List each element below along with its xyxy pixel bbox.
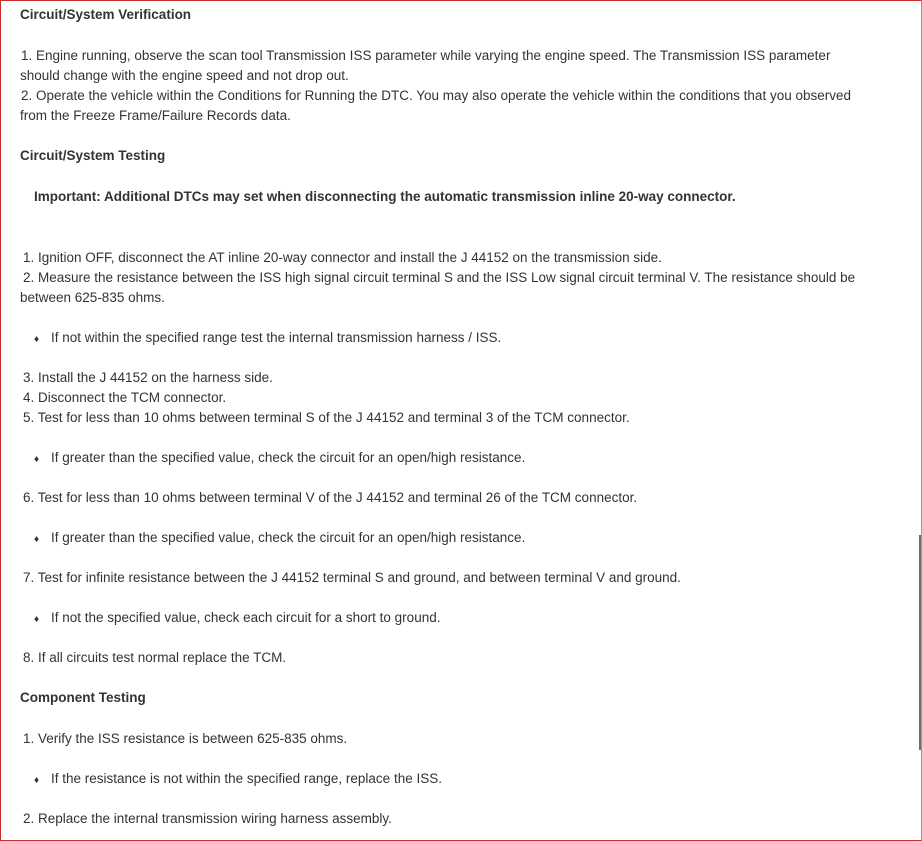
- component-step-1: 1. Verify the ISS resistance is between 625-835 ohms.: [23, 731, 348, 746]
- important-note: Important: Additional DTCs may set when disconnecting the automatic transmission inline 20-way connector.: [34, 189, 736, 204]
- testing-bullet-1: [34, 328, 501, 350]
- bullet-text: If not the specified value, check each circuit for a short to ground.: [51, 610, 441, 625]
- component-bullet-1: [34, 769, 442, 791]
- testing-step-4: 4. Disconnect the TCM connector.: [23, 390, 227, 405]
- verification-step-1-cont: should change with the engine speed and not drop out.: [20, 68, 349, 83]
- testing-step-7: 7. Test for infinite resistance between the J 44152 terminal S and ground, and between terminal V and ground.: [23, 570, 681, 585]
- scrollbar-thumb[interactable]: [919, 535, 921, 750]
- heading-verification: Circuit/System Verification: [20, 7, 192, 22]
- testing-step-5: 5. Test for less than 10 ohms between terminal S of the J 44152 and terminal 3 of the TCM connector.: [23, 410, 630, 425]
- verification-step-1: 1. Engine running, observe the scan tool Transmission ISS parameter while varying the engine speed. The Transmission ISS parameter: [21, 48, 831, 63]
- component-step-2: 2. Replace the internal transmission wiring harness assembly.: [23, 811, 392, 826]
- testing-step-1: 1. Ignition OFF, disconnect the AT inline 20-way connector and install the J 44152 on the transmission side.: [23, 250, 662, 265]
- testing-step-2-cont: between 625-835 ohms.: [20, 290, 165, 305]
- testing-step-2: 2. Measure the resistance between the ISS high signal circuit terminal S and the ISS Low signal circuit terminal V. The resistance should be: [23, 270, 856, 285]
- bullet-icon: ♦: [34, 334, 40, 345]
- heading-testing: Circuit/System Testing: [20, 148, 166, 163]
- bullet-icon: ♦: [34, 454, 40, 465]
- bullet-icon: ♦: [34, 534, 40, 545]
- testing-step-8: 8. If all circuits test normal replace the TCM.: [23, 650, 287, 665]
- bullet-text: If the resistance is not within the specified range, replace the ISS.: [51, 771, 442, 786]
- bullet-icon: ♦: [34, 614, 40, 625]
- testing-bullet-4: [34, 608, 440, 630]
- bullet-icon: ♦: [34, 775, 40, 786]
- testing-bullet-2: [34, 448, 525, 470]
- bullet-text: If greater than the specified value, check the circuit for an open/high resistance.: [51, 530, 526, 545]
- verification-step-2: 2. Operate the vehicle within the Conditions for Running the DTC. You may also operate the vehicle within the conditions that you observed: [21, 88, 851, 103]
- testing-bullet-3: [34, 528, 525, 550]
- testing-step-6: 6. Test for less than 10 ohms between terminal V of the J 44152 and terminal 26 of the TCM connector.: [23, 490, 638, 505]
- bullet-text: If not within the specified range test the internal transmission harness / ISS.: [51, 330, 502, 345]
- heading-component: Component Testing: [20, 690, 146, 705]
- bullet-text: If greater than the specified value, check the circuit for an open/high resistance.: [51, 450, 526, 465]
- testing-step-3: 3. Install the J 44152 on the harness side.: [23, 370, 273, 385]
- verification-step-2-cont: from the Freeze Frame/Failure Records data.: [20, 108, 291, 123]
